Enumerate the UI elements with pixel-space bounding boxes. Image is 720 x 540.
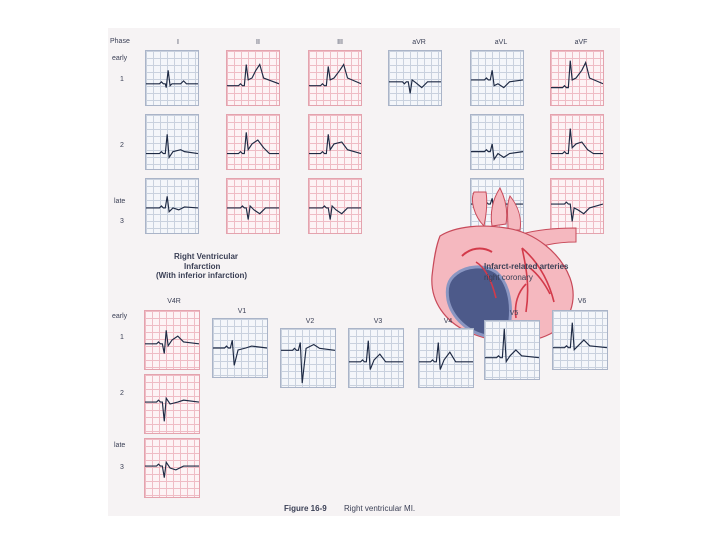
ecg-strip-aVF-1 <box>550 50 604 106</box>
lead-label-V3: V3 <box>373 318 383 325</box>
ecg-strip-I-1 <box>145 50 199 106</box>
lead-label-I: I <box>177 39 179 46</box>
figure-caption: Right ventricular MI. <box>344 504 416 513</box>
lower-3-label: 3 <box>120 464 124 471</box>
phase-2-label: 2 <box>120 142 124 149</box>
ecg-strip-aVL-1 <box>470 50 524 106</box>
lead-label-V2: V2 <box>305 318 315 325</box>
phase-3-label: 3 <box>120 218 124 225</box>
ecg-strip-I-2 <box>145 114 199 170</box>
rv-title-line1: Right Ventricular <box>174 252 239 261</box>
figure-number: Figure 16-9 <box>284 504 327 513</box>
ecg-strip-V4R-3 <box>144 438 200 498</box>
lead-label-aVR: aVR <box>412 39 426 46</box>
phase-late-label: late <box>114 198 126 205</box>
phase-1-label: 1 <box>120 76 124 83</box>
infarct-arteries-title: Infarct-related arteries <box>484 262 569 271</box>
infarct-arteries-value: right coronary <box>484 273 533 282</box>
lower-1-label: 1 <box>120 334 124 341</box>
lead-label-V6: V6 <box>577 298 587 305</box>
lead-label-II: II <box>256 39 260 46</box>
ecg-strip-aVR-1 <box>388 50 442 106</box>
lower-late-label: late <box>114 442 126 449</box>
ecg-strip-aVF-2 <box>550 114 604 170</box>
ecg-strip-III-2 <box>308 114 362 170</box>
ecg-figure <box>108 28 620 516</box>
ecg-strip-V3 <box>348 328 404 388</box>
ecg-strip-V4R-2 <box>144 374 200 434</box>
lead-label-V4R: V4R <box>167 298 181 305</box>
lead-label-III: III <box>337 39 343 46</box>
ecg-strip-V4 <box>418 328 474 388</box>
ecg-strip-III-1 <box>308 50 362 106</box>
rv-title-line2: Infarction <box>184 262 221 271</box>
phase-header: Phase <box>110 38 130 45</box>
ecg-strip-V4R-1 <box>144 310 200 370</box>
lead-label-aVL: aVL <box>494 39 508 46</box>
lead-label-V4: V4 <box>443 318 453 325</box>
ecg-strip-II-3 <box>226 178 280 234</box>
ecg-strip-V1 <box>212 318 268 378</box>
lead-label-V5: V5 <box>509 310 519 317</box>
ecg-strip-aVL-2 <box>470 114 524 170</box>
lead-label-V1: V1 <box>237 308 247 315</box>
phase-early-label: early <box>112 55 128 62</box>
lower-2-label: 2 <box>120 390 124 397</box>
rv-title-line3: (With inferior infarction) <box>156 271 248 280</box>
ecg-strip-I-3 <box>145 178 199 234</box>
ecg-strip-V2 <box>280 328 336 388</box>
ecg-strip-III-3 <box>308 178 362 234</box>
lead-label-aVF: aVF <box>574 39 588 46</box>
ecg-strip-II-2 <box>226 114 280 170</box>
ecg-strip-II-1 <box>226 50 280 106</box>
ecg-strip-V6 <box>552 310 608 370</box>
ecg-strip-V5 <box>484 320 540 380</box>
lower-early-label: early <box>112 313 128 320</box>
